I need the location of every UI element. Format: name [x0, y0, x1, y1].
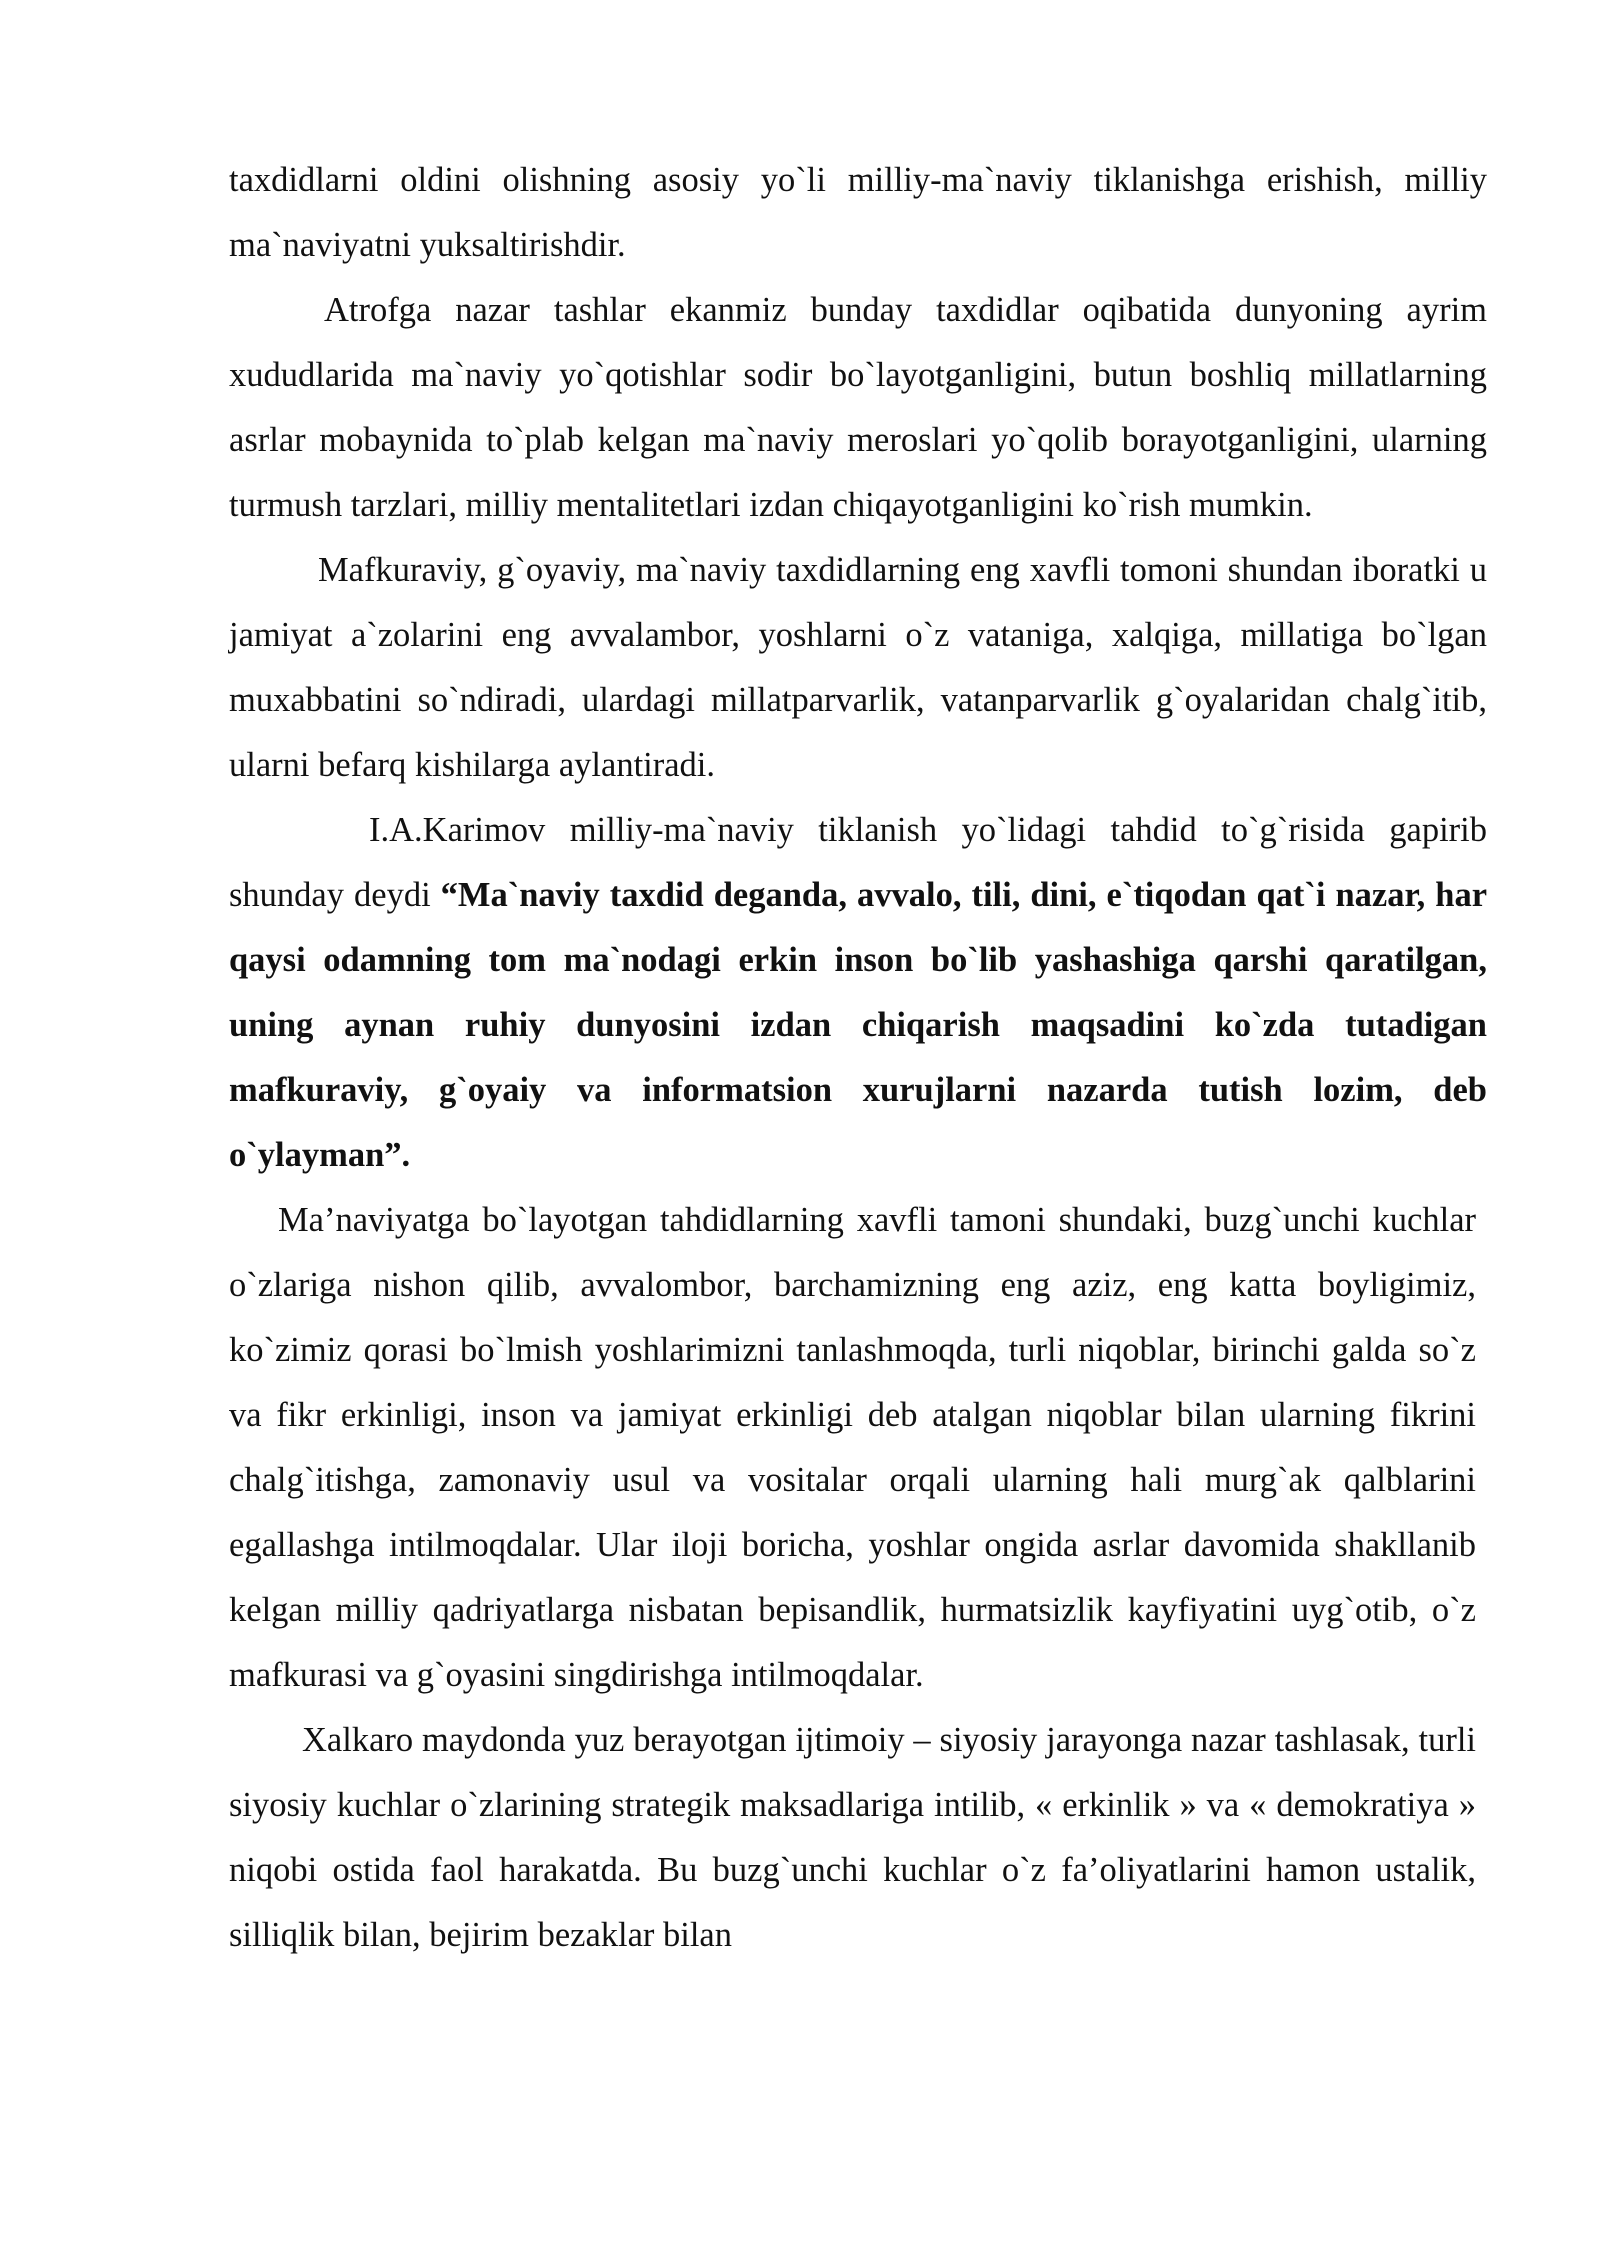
paragraph-2: Atrofga nazar tashlar ekanmiz bunday taxdidlar oqibatida dunyoning ayrim xududlarida ma`naviy yo`qotishlar sodir bo`layotganligini, butun boshliq millatlarning asrlar mobaynida to`plab kelgan ma`naviy meroslari yo`qolib borayotganligini, ularning turmush tarzlari, milliy mentalitetlari izdan chiqayotganligini ko`rish mumkin. [229, 291, 1487, 524]
paragraph-4-intro: I.A.Karimov milliy-ma`naviy tiklanish yo`lidagi tahdid to`g`risida gapirib shunday deydi [229, 811, 1487, 914]
paragraph-5: Ma’naviyatga bo`layotgan tahdidlarning xavfli tamoni shundaki, buzg`unchi kuchlar o`zlariga nishon qilib, avvalombor, barchamizning eng aziz, eng katta boyligimiz, ko`zimiz qorasi bo`lmish yoshlarimizni tanlashmoqda, turli niqoblar, birinchi galda so`z va fikr erkinligi, inson va jamiyat erkinligi deb atalgan niqoblar bilan ularning fikrini chalg`itishga, zamonaviy usul va vositalar orqali ularning hali murg`ak qalblarini egallashga intilmoqdalar. Ular iloji boricha, yoshlar ongida asrlar davomida shakllanib kelgan milliy qadriyatlarga nisbatan bepisandlik, hurmatsizlik kayfiyatini uyg`otib, o`z mafkurasi va g`oyasini singdirishga intilmoqdalar. [229, 1201, 1476, 1694]
karimov-quote: “Ma`naviy taxdid deganda, avvalo, tili, dini, e`tiqodan qat`i nazar, har qaysi odamning tom ma`nodagi erkin inson bo`lib yashashiga qarshi qaratilgan, uning aynan ruhiy dunyosini izdan chiqarish maqsadini ko`zda tutadigan mafkuraviy, g`oyaiy va informatsion xurujlarni nazarda tutish lozim, deb o`ylayman”. [229, 876, 1488, 1174]
paragraph-6: Xalkaro maydonda yuz berayotgan ijtimoiy – siyosiy jarayonga nazar tashlasak, turli siyosiy kuchlar o`zlarining strategik maksadlariga intilib, « erkinlik » va « demokratiya » niqobi ostida faol harakatda. Bu buzg`unchi kuchlar o`z fa’oliyatlarini hamon ustalik, silliqlik bilan, bejirim bezaklar bilan [229, 1721, 1476, 1954]
document-body [229, 148, 1487, 1968]
paragraph-4 [229, 798, 1487, 1188]
paragraph-3: Mafkuraviy, g`oyaviy, ma`naviy taxdidlarning eng xavfli tomoni shundan iboratki u jamiyat a`zolarini eng avvalambor, yoshlarni o`z vataniga, xalqiga, millatiga bo`lgan muxabbatini so`ndiradi, ulardagi millatparvarlik, vatanparvarlik g`oyalaridan chalg`itib, ularni befarq kishilarga aylantiradi. [229, 551, 1487, 784]
paragraph-1: taxdidlarni oldini olishning asosiy yo`li milliy-ma`naviy tiklanishga erishish, milliy ma`naviyatni yuksaltirishdir. [229, 161, 1487, 264]
